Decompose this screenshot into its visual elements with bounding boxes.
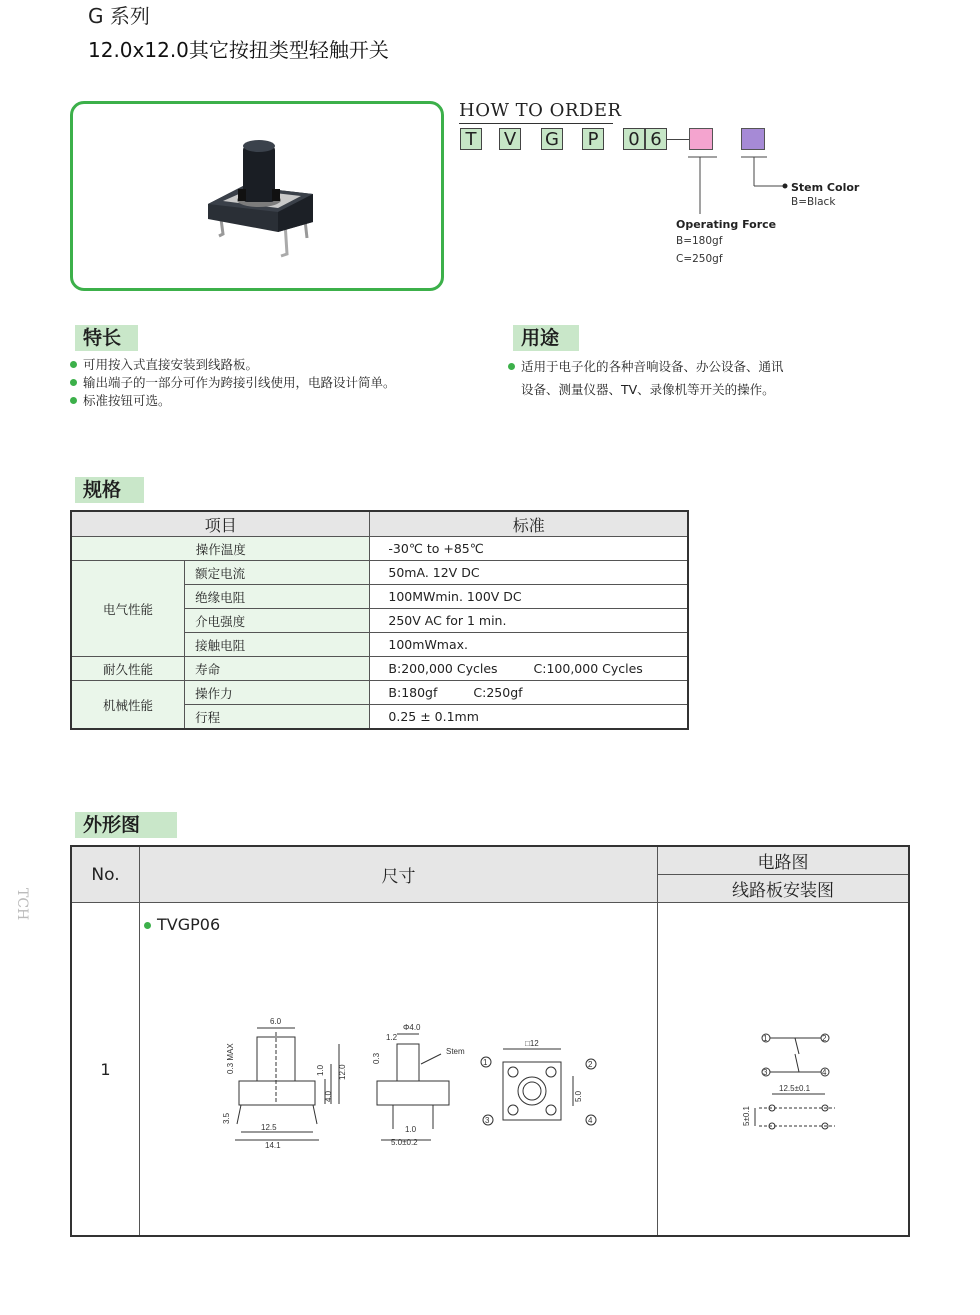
dimension-drawings: [141, 904, 656, 1230]
pin-number: 1: [483, 1058, 488, 1067]
product-photo-frame: [70, 101, 444, 291]
code-dash: [667, 139, 689, 140]
pin-number: 3: [485, 1116, 490, 1125]
spec-label: 接触电阻: [185, 633, 370, 657]
dim-label: 1.2: [386, 1033, 398, 1042]
dim-label: 4.0: [324, 1090, 333, 1102]
dim-label: 5±0.1: [742, 1106, 751, 1126]
side-mark: TCH: [14, 888, 30, 921]
series-title: G 系列: [88, 4, 150, 28]
outline-col-pcb: 线路板安装图: [658, 875, 910, 903]
dim-label: 5.0: [574, 1090, 583, 1102]
dim-label: 12.5±0.1: [779, 1084, 811, 1093]
how-to-order-underline: [459, 123, 613, 124]
dim-label: 1.0: [316, 1064, 325, 1076]
circuit-drawing-cell: [658, 903, 910, 1237]
spec-group: 机械性能: [71, 681, 185, 730]
operating-force-option: C=250gf: [676, 253, 723, 265]
table-row: [71, 681, 688, 705]
dim-label: 12.0: [338, 1064, 347, 1080]
outline-col-no: No.: [71, 846, 140, 903]
spec-col-standard: 标准: [370, 511, 688, 537]
spec-group: 耐久性能: [71, 657, 185, 681]
spec-label: 寿命: [185, 657, 370, 681]
pin-number: 3: [763, 1068, 768, 1077]
table-row: [71, 561, 688, 585]
order-leader-lines: [680, 152, 800, 222]
dim-label: □12: [525, 1039, 539, 1048]
spec-heading: 规格: [75, 477, 144, 503]
outline-table: [70, 845, 910, 1237]
stem-color-option: B=Black: [791, 196, 836, 208]
application-line: 适用于电子化的各种音响设备、办公设备、通讯: [508, 357, 784, 375]
circuit-diagram: [659, 904, 907, 1230]
outline-heading: 外形图: [75, 812, 177, 838]
order-code-box: T: [460, 128, 482, 150]
spec-label: 额定电流: [185, 561, 370, 585]
dim-label: 3.5: [222, 1112, 231, 1124]
feature-item: 可用按入式直接安装到线路板。: [70, 355, 258, 373]
order-code-box: V: [499, 128, 521, 150]
outline-row-no: 1: [71, 903, 140, 1237]
order-code-box: G: [541, 128, 563, 150]
spec-value: 50mA. 12V DC: [370, 561, 688, 585]
pin-number: 4: [588, 1116, 593, 1125]
spec-value: B:200,000 Cycles C:100,000 Cycles: [370, 657, 688, 681]
pin-number: 2: [822, 1034, 827, 1043]
table-row: [71, 657, 688, 681]
pin-number: 2: [588, 1060, 593, 1069]
feature-item: 输出端子的一部分可作为跨接引线使用，电路设计简单。: [70, 373, 396, 391]
dimension-drawing-cell: [140, 903, 658, 1237]
spec-value: 100mWmax.: [370, 633, 688, 657]
order-code-box: 6: [645, 128, 667, 150]
applications-heading: 用途: [513, 325, 579, 351]
spec-table: [70, 510, 689, 730]
pin-number: 4: [822, 1068, 827, 1077]
spec-value: 100MWmin. 100V DC: [370, 585, 688, 609]
application-line: 设备、测量仪器、TV、录像机等开关的操作。: [521, 382, 775, 397]
spec-value: -30℃ to +85℃: [370, 537, 688, 561]
dim-label: 1.0: [405, 1125, 417, 1134]
how-to-order-title: HOW TO ORDER: [459, 100, 622, 121]
spec-label: 操作温度: [71, 537, 370, 561]
tact-switch-photo: [73, 104, 441, 288]
operating-force-option: B=180gf: [676, 235, 723, 247]
spec-value: 250V AC for 1 min.: [370, 609, 688, 633]
spec-group: 电气性能: [71, 561, 185, 657]
operating-force-title: Operating Force: [676, 218, 777, 231]
model-label: TVGP06: [144, 915, 220, 934]
spec-col-item: 项目: [71, 511, 370, 537]
dim-label: 6.0: [270, 1017, 282, 1026]
dim-label: 14.1: [265, 1141, 281, 1150]
features-heading: 特长: [75, 325, 138, 351]
dim-label: 0.3: [372, 1052, 381, 1064]
order-code-box: 0: [623, 128, 645, 150]
dim-label: 5.0±0.2: [391, 1138, 418, 1147]
stem-color-box: [741, 128, 765, 150]
spec-label: 介电强度: [185, 609, 370, 633]
dim-label: 12.5: [261, 1123, 277, 1132]
dim-label: 0.3 MAX: [226, 1043, 235, 1074]
outline-col-size: 尺寸: [140, 846, 658, 903]
dim-label: Φ4.0: [403, 1023, 421, 1032]
table-row: [71, 903, 909, 1237]
stem-color-title: Stem Color: [791, 181, 860, 194]
order-code-box: P: [582, 128, 604, 150]
spec-label: 行程: [185, 705, 370, 730]
spec-label: 操作力: [185, 681, 370, 705]
spec-label: 绝缘电阻: [185, 585, 370, 609]
pin-number: 1: [763, 1034, 768, 1043]
spec-value: B:180gf C:250gf: [370, 681, 688, 705]
table-row: [71, 537, 688, 561]
operating-force-box: [689, 128, 713, 150]
feature-item: 标准按钮可选。: [70, 391, 171, 409]
product-subtitle: 12.0x12.0其它按扭类型轻触开关: [88, 38, 389, 62]
outline-col-circuit: 电路图: [658, 846, 910, 875]
dim-label: Stem: [446, 1047, 465, 1056]
spec-value: 0.25 ± 0.1mm: [370, 705, 688, 730]
